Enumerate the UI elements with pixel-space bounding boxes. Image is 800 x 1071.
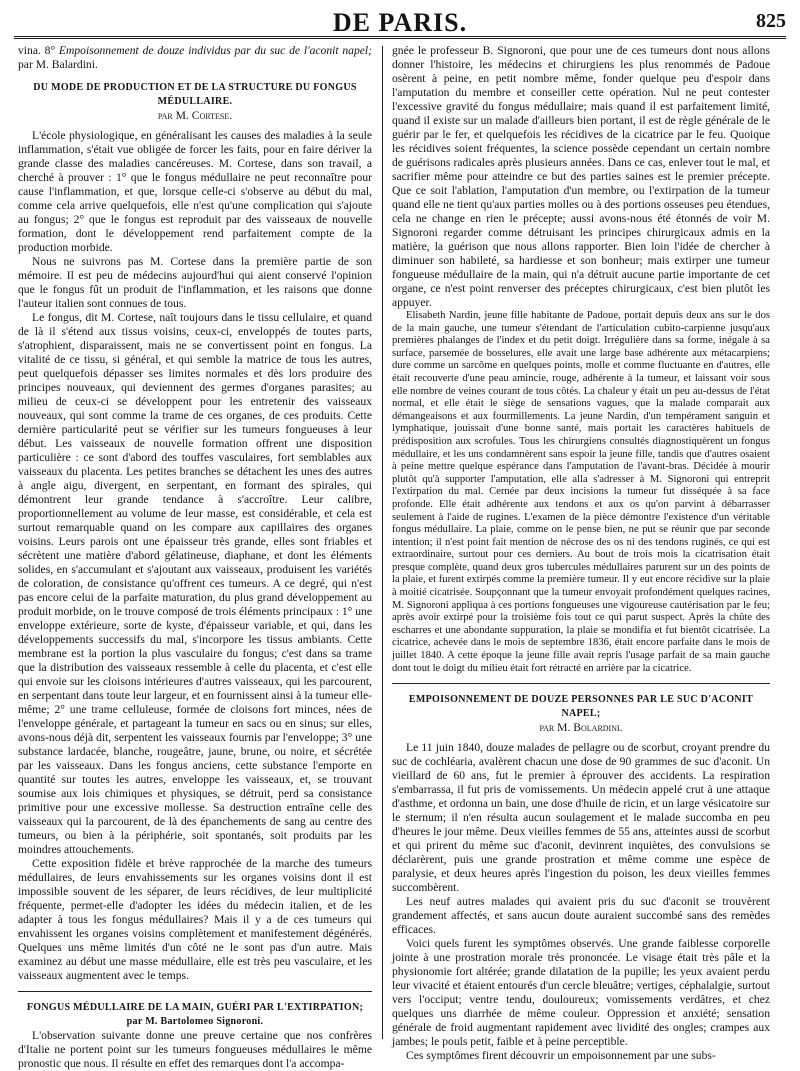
left-column — [18, 44, 372, 1070]
paragraph: Voici quels furent les symptômes observés. Une grande faiblesse corporelle jointe à une prostration morale très prononcée. Le visage était très pâle et la physionomie fort altérée; grande dilatation de la pupille; les yeux avaient perdu leur vivacité et étaient entourés d'un cercle bleuâtre; vertiges, céphalalgie, surtout vers l'occiput; ventre tendu, douloureux; vomissements verdâtres, et chez quelques uns diarrhée de même couleur. Oppression et anxiété; sensation générale de froid augmentant rapidement avec lividité des ongles; crampes aux jambes; le pouls petit, faible et à peine perceptible. — [392, 937, 770, 1049]
section-author-bolardini: par M. Bolardini. — [539, 721, 623, 735]
section-heading-aconit: EMPOISONNEMENT DE DOUZE PERSONNES PAR LE SUC D'ACONIT NAPEL; — [408, 694, 754, 720]
page-title: DE PARIS. — [332, 8, 468, 37]
intro-prefix: vina. 8° — [18, 44, 59, 57]
section-heading-fongus-structure: DU MODE DE PRODUCTION ET DE LA STRUCTURE DU FONGUS MÉDULLAIRE. — [33, 82, 357, 107]
paragraph: Le 11 juin 1840, douze malades de pellagre ou de scorbut, croyant prendre du suc de cochléaria, avalèrent chacun une dose de 90 grammes de suc d'aconit. Un vieillard de 60 ans, fut le premier à éprouver des accidents. La respiration s'embarrassa, il fut pris de vomissements. Un médecin appelé crut à une attaque d'asthme, et ordonna un bain, une dose d'huile de ricin, et un large vésicatoire sur le sternum; il n'en résulta aucun soulagement et le malade succomba en peu d'heures le jour même. Deux vieilles femmes de 55 ans, atteintes aussi de scorbut et qui prirent du même suc d'aconit, devinrent inquiètes, des convulsions se déclarèrent, puis une grande prostration et même comme une espèce de paralysie, et deux heures après l'ingestion du poison, les deux vieilles femmes succombèrent. — [392, 741, 770, 895]
paragraph: Ces symptômes firent découvrir un empoisonnement par une subs- — [406, 1049, 716, 1063]
paragraph: Le fongus, dit M. Cortese, naît toujours dans le tissu cellulaire, et quand de là il s'étend aux tissus voisins, ceux-ci, enveloppés de toutes parts, s'atrophient, disparaissent, mais ne se convertissent point en fongus. La vitalité de ce tissu, si général, et qui semble la matrice de tous les autres, peut quelquefois dépasser ses limites normales et dès lors produire des principes nouveaux, qui deviennent des germes d'organes parasites; au milieu de ceux-ci se développent pour les entretenir des vaisseaux nouveaux, qui sont comme la trame de ces organes, de ces produits. Cette dernière particularité peut se vérifier sur les tumeurs fongueuses à leur début. Les vaisseaux de nouvelle formation offrent une disposition particulière : ce sont d'abord des touffes vasculaires, fort semblables aux vaisseaux du placenta. Les petites branches se détachent les unes des autres à angle aigu, divergent, en serpentant, en formant des spirales, qui démontrent leur grande tendance à s'accroître. Leur calibre, proportionnellement au volume de leur masse, est considérable, et cela est surtout remarquable quand on les compare aux capillaires des organes voisins. Leurs parois ont une épaisseur très grande, elles sont friables et sécrètent une matière d'abord gélatineuse, diaphane, et dont les éléments solides, en s'accumulant et s'ajoutant aux vaisseaux, produisent les variétés de coloration, de consistance qu'offrent ces tumeurs. A ce degré, qui n'est pas encore celui de la parfaite maturation, du plus grand développement au produit morbide, on le trouve composé de trois éléments principaux : 1° une enveloppe extérieure, sorte de kyste, d'épaisseur variable, et qui, dans les développements successifs du mal, s'incorpore les tissus ambiants. Cette membrane est la portion la plus vasculaire du fongus; c'est dans sa trame que la distribution des vaisseaux ressemble à celle du placenta, et c'est elle qui envoie sur les cloisons intérieures d'autres vaisseaux, qui les parcourent, en serpentant dans toute leur largeur, et en fournissent ainsi à la tumeur elle-même; 2° une trame celluleuse, formée de cloisons fort minces, nées de l'enveloppe générale, et partageant la tumeur en sacs ou en sinus; sur elles, avons-nous déjà dit, serpentent les vaisseaux fournis par l'enveloppe; 3° une substance lardacée, blanche, rougeâtre, jaune, brune, ou noire, et sécrétée par les vaisseaux. Dans les fongus anciens, cette substance l'emporte en quantité sur toutes les autres, enveloppe les vaisseaux, et, se trouvant soumise aux lois chimiques et physiques, se détruit, perd sa consistance primitive pour une excessive mollesse. Sa destruction entraîne celle des vaisseaux qui la parcourent, de là des épanchements de sang au centre des tumeurs, ou bien à la périphérie, soit spontanés, soit produits par les moindres attouchements. — [18, 311, 372, 856]
paragraph: L'observation suivante donne une preuve certaine que nos confrères d'Italie ne portent point sur les tumeurs fongueuses médullaires le même pronostic que nous. Il résulte en effet des remarques dont l'a accompa- — [18, 1029, 372, 1070]
paragraph: Cette exposition fidèle et brève rapprochée de la marche des tumeurs médullaires, de leurs envahissements sur les organes voisins dont il est impossible souvent de les séparer, de leurs récidives, de leur multiplicité fréquente, permet-elle d'adopter les idées du médecin italien, et de les adapter à tous les fongus médullaires? Mais il y a de ces tumeurs qui envahissent les organes voisins complètement et manifestement dégénérés. Quelques uns même limités d'un côté ne le sont pas d'un autre. Mais examinez au début une masse médullaire, elle est très peu vasculaire, et les vaisseaux augmentent avec le temps. — [18, 857, 372, 982]
case-paragraph: Elisabeth Nardin, jeune fille habitante de Padoue, portait depuis deux ans sur le dos de la main gauche, une tumeur s'étendant de l'articulation cubito-carpienne jusqu'aux premières phalanges de l'index et du petit doigt. Irrégulière dans sa forme, inégale à sa surface, parsemée de bosselures, elle avait une large base adhérente aux métacarpiens; dure comme un sarcôme en quelques points, molle et comme fluctuante en d'autres, elle était recouverte d'une peau amincie, rouge, adhérente à la tumeur, et laissant voir sous elle nombre de veines courant de tous côtés. La chaleur y était un peu au-dessus de l'état normal, et elle était le siège de sensations vagues, que la malade comparait aux démangeaisons et aux fourmillements. La jeune Nardin, d'un tempérament sanguin et lymphatique, jouissait d'une bonne santé, mais portait les caractères habituels de prédisposition aux scrofules. Tous les chirurgiens consultés diagnostiquèrent un fongus médullaire, et les uns condamnèrent sans espoir la jeune fille, tandis que d'autres osaient à peine mettre quelque espérance dans l'amputation de l'avant-bras. Décidée à mourir plutôt qu'à supporter l'amputation, elle alla s'adresser à M. Signoroni qui entreprit l'extirpation du mal. Cernée par deux incisions la tumeur fut disséquée à sa face profonde. Elle était adhérente aux tendons et aux os qu'on parvint à débarrasser seulement à l'aide de rugines. L'examen de la pièce démontre l'existence d'un véritable fongus médullaire. La plaie, comme on le pense bien, ne put se réunir que par seconde intention; il n'est point fait mention de nécrose des os ni des tendons ruginés, ce qui est extraordinaire, surtout pour ces derniers. Au bout de trois mois la cicatrisation était presque complète, quand deux gros tubercules médullaires parurent sur un des points de la plaie, et furent extirpés comme la première tumeur. Il y eut encore récidive sur la plaie à moitié cicatrisée. Soupçonnant que la tumeur envoyait profondément quelques racines, M. Signoroni appliqua à ces portions fongueuses une vigoureuse cautérisation par le feu; après avoir extirpé pour la troisième fois tout ce qui parut suspect. Après la chûte des escharres et une abondante suppuration, la plaie se mondifia et fut bientôt cicatrisée. La cicatrice, achevée dans le mois de septembre 1836, était encore parfaite dans le mois de juillet 1840. A cette époque la jeune fille avait repris l'usage parfait de sa main gauche dont tout le doigt du milieu était fort rétracté en arrière par la cicatrice. — [392, 310, 770, 674]
paragraph: Nous ne suivrons pas M. Cortese dans la première partie de son mémoire. Il est peu de médecins aujourd'hui qui aient conservé l'opinion que le fongus fût un produit de l'inflammation, et les raisons que donne l'auteur italien sont connues de tous. — [18, 255, 372, 310]
section-heading-fongus-main: FONGUS MÉDULLAIRE DE LA MAIN, GUÉRI PAR L'EXTIRPATION; par M. Bartolomeo Signoroni. — [26, 1002, 364, 1027]
intro-author: par M. Balardini. — [18, 58, 98, 71]
header-rule — [14, 36, 786, 39]
intro-title: Empoisonnement de douze individus par du suc de l'aconit napel; — [58, 44, 372, 57]
section-separator — [18, 991, 372, 992]
right-column — [392, 44, 770, 1063]
column-divider — [382, 46, 383, 1039]
paragraph: gnée le professeur B. Signoroni, que pour une de ces tumeurs dont nous allons donner l'histoire, les médecins et chirurgiens les plus renommés de Padoue osèrent à peine, en petit nombre même, fonder quelque peu d'espoir dans l'amputation du membre et conseiller cette opération. Nul ne peut contester l'excessive gravité du fongus médullaire; mais quand il est parfaitement limité, quand il existe sur un malade d'ailleurs bien portant, il est de règle générale de le guérir par le fer, et quelquefois les récidives de la cicatrice par le feu. Quoique les récidives soient fréquentes, la science possède cependant un certain nombre de guérisons radicales après plusieurs années. Dans ce cas, enlever tout le mal, et sacrifier même pour atteindre ce but des parties saines est le premier précepte. Que ce soit l'ablation, l'amputation d'un membre, ou l'extirpation de la tumeur quand elle ne tient qu'aux parties molles ou à des portions osseuses peu étendues, cela ne change en rien le précepte; aussi avons-nous été étonnés de voir M. Signoroni regarder comme détruisant les principes chirurgicaux admis en la matière, la guérison que nous allons rapporter. Bien loin l'idée de chercher à diminuer son habileté, sa hardiesse et son bonheur; mais extirper une tumeur fongueuse médullaire de la main, qui n'a détruit aucune partie importante de cet organe, ce n'est point renverser des préceptes chirurgicaux, c'est bien plutôt les appuyer. — [392, 44, 770, 309]
intro-line — [18, 44, 372, 72]
section-author-cortese: par M. Cortese. — [157, 109, 233, 122]
paragraph: L'école physiologique, en généralisant les causes des maladies à la seule inflammation, s'était vue obligée de forcer les faits, pour en faire dériver la grande classe des maladies cancéreuses. M. Cortese, dans son travail, a cherché à prouver : 1° que le fongus médullaire ne peut reconnaître pour cause l'inflammation, et que, lorsque celle-ci s'observe au début du mal, comme cela arrive quelquefois, elle n'est qu'une complication qui s'ajoute au fongus; 2° que le fongus est reproduit par des vaisseaux de nouvelle formation, dont le développement rend parfaitement compte de la production morbide. — [18, 129, 372, 254]
section-separator — [392, 683, 770, 684]
paragraph: Les neuf autres malades qui avaient pris du suc d'aconit se trouvèrent grandement affectés, et sans aucun doute auraient succombé sans des remèdes efficaces. — [392, 895, 770, 937]
running-head — [0, 0, 800, 36]
page-number: 825 — [756, 10, 786, 32]
